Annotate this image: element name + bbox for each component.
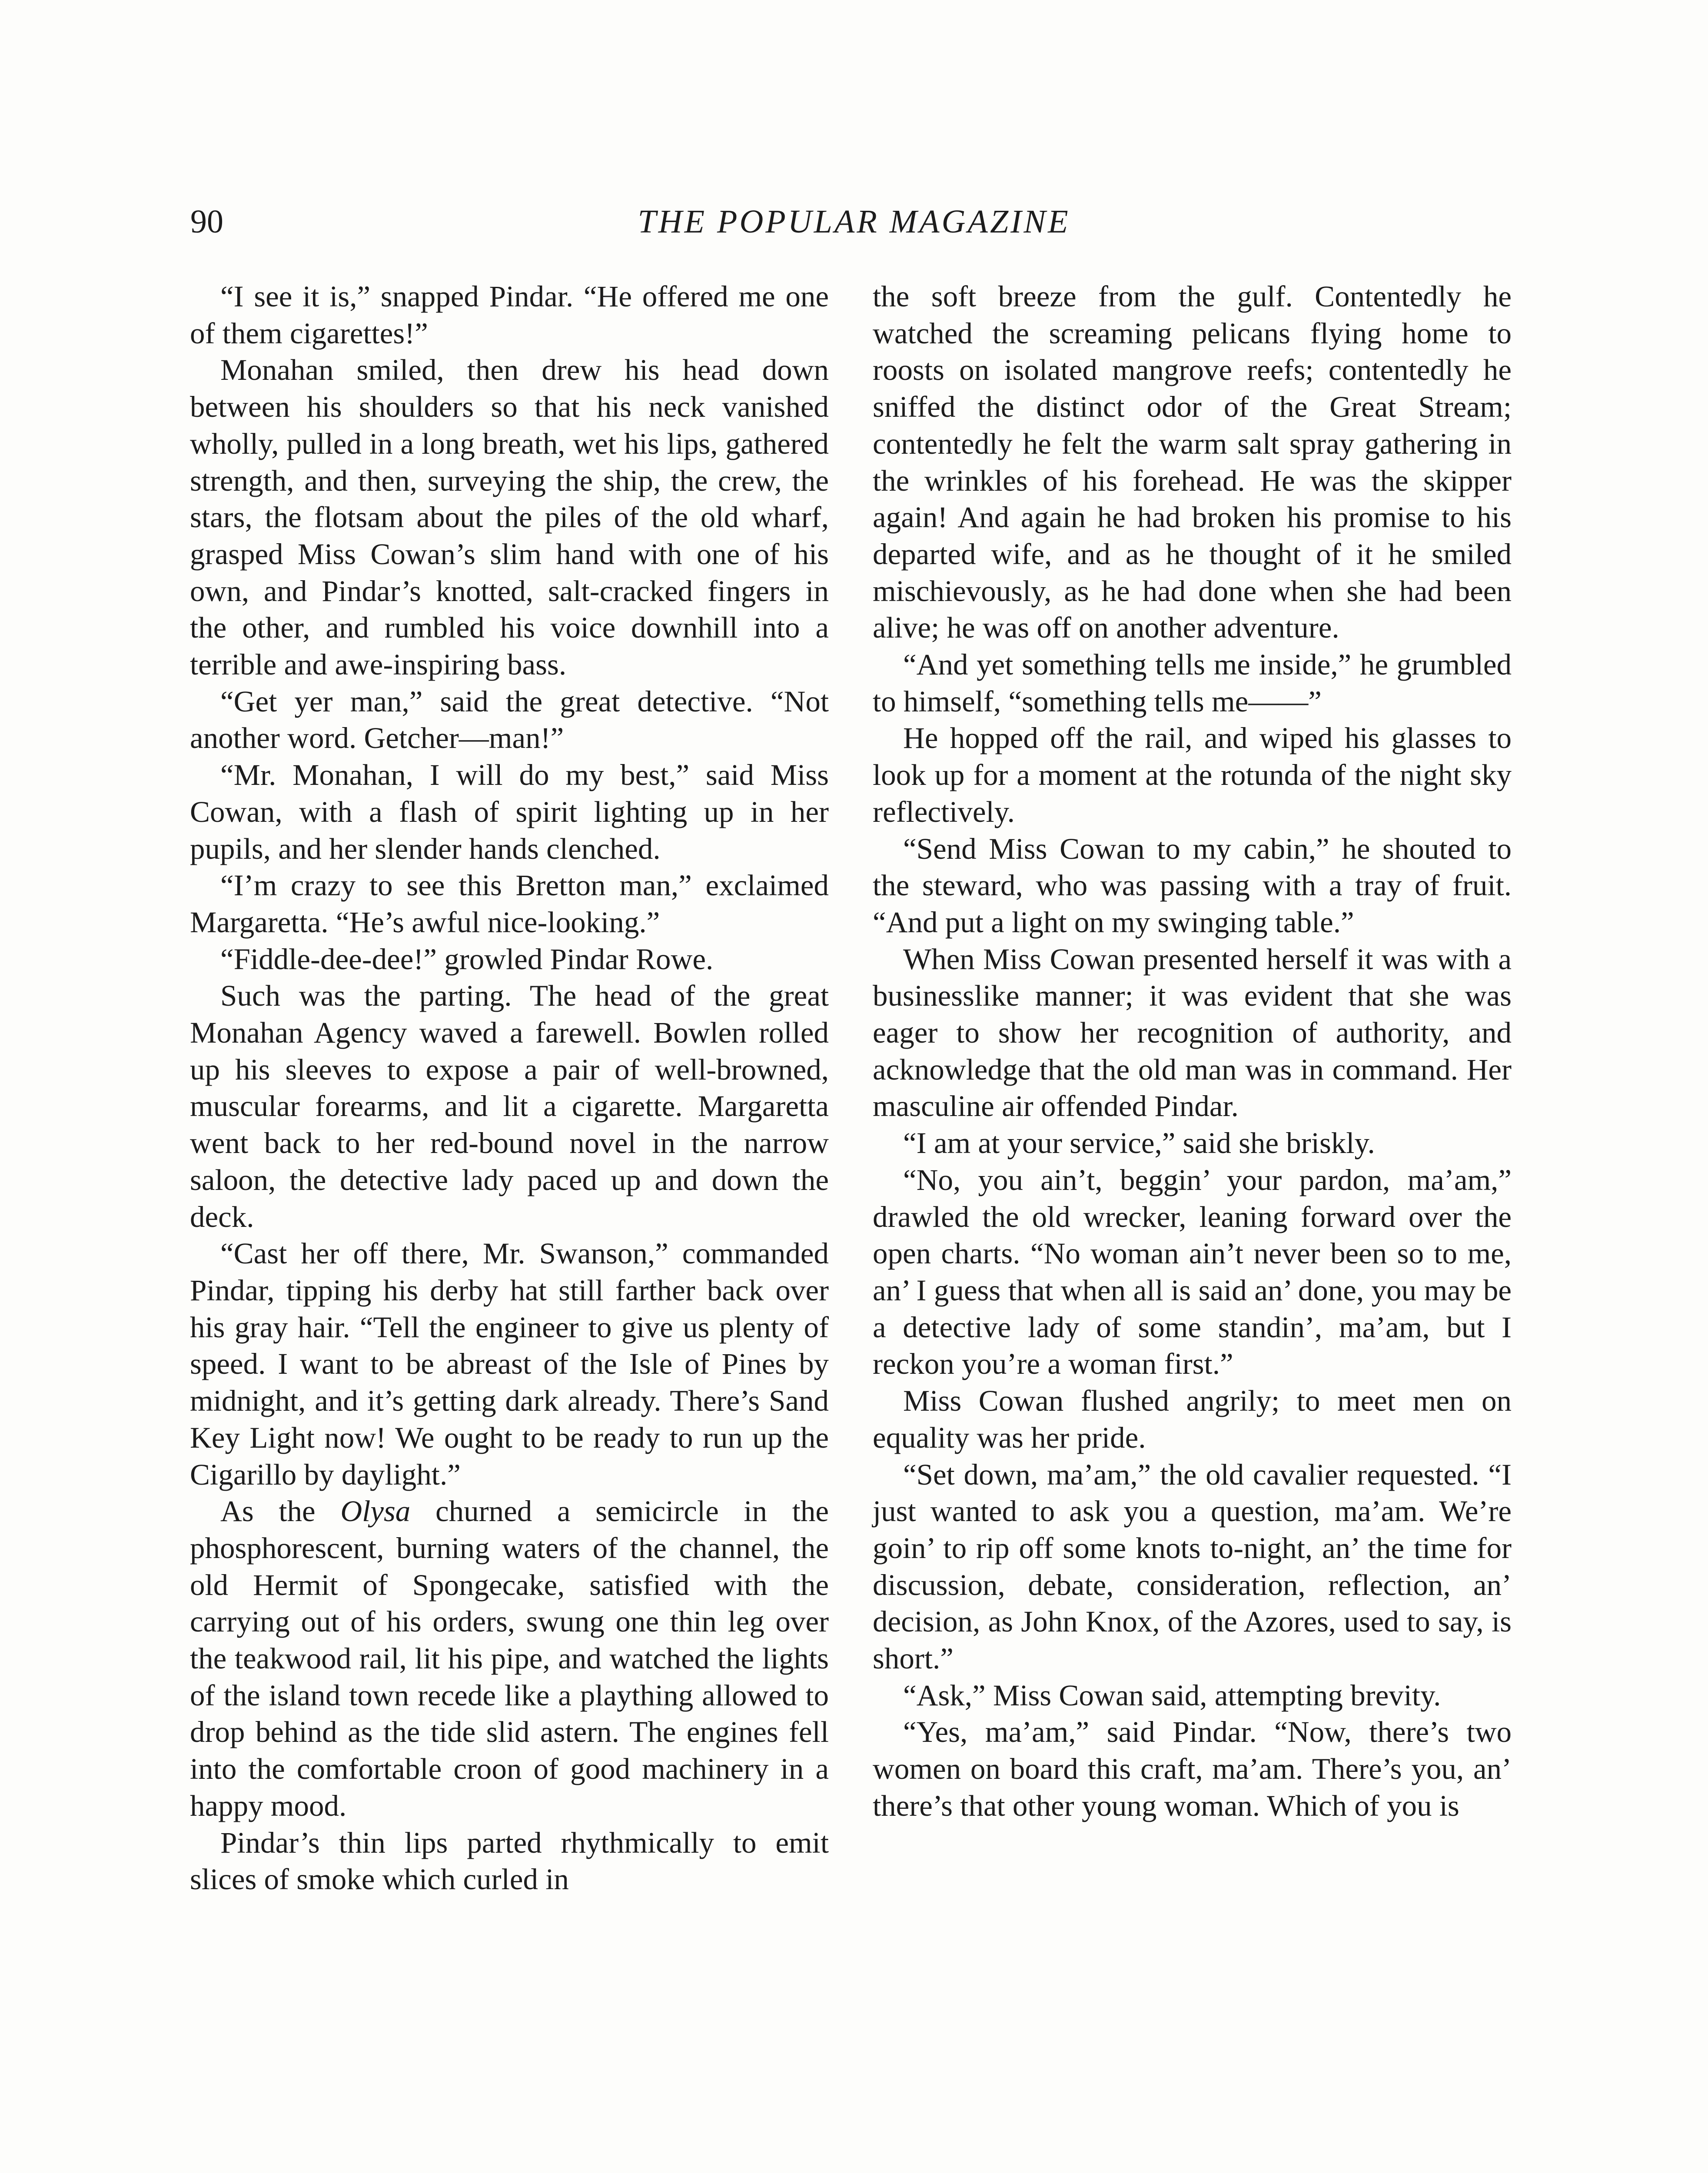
paragraph: When Miss Cowan presented herself it was with a businesslike manner; it was evident that she was eager to show her recognition of authority, and acknowledge that the old man was in command. Her masculine air offended Pindar. (873, 942, 1512, 1123)
paragraph: “Yes, ma’am,” said Pindar. “Now, there’s two women on board this craft, ma’am. There’s you, an’ there’s that other young woman. Which of you is (873, 1715, 1512, 1822)
paragraph: “Set down, ma’am,” the old cavalier requested. “I just wanted to ask you a question, ma’am. We’re goin’ to rip off some knots to-night, an’ the time for discussion, debate, consideration, reflection, an’ decision, as John Knox, of the Azores, used to say, is short.” (873, 1458, 1512, 1675)
paragraph-text: As the (220, 1495, 341, 1528)
paragraph: Pindar’s thin lips parted rhythmically to emit slices of smoke which curled in (190, 1826, 829, 1896)
paragraph: “No, you ain’t, beggin’ your pardon, ma’am,” drawled the old wrecker, leaning forward over the open charts. “No woman ain’t never been so to me, an’ I guess that when all is said an’ done, you may be a detective lady of some standin’, ma’am, but I reckon you’re a woman first.” (873, 1163, 1512, 1381)
paragraph (190, 1493, 829, 1824)
paragraph-text: churned a semicircle in the phosphorescent, burning waters of the channel, the old Hermit of Spongecake, satisfied with the carrying out of his orders, swung one thin leg over the teakwood rail, lit his pipe, and watched the lights of the island town recede like a plaything allowed to drop behind as the tide slid astern. The engines fell into the comfortable croon of good machinery in a happy mood. (190, 1495, 829, 1822)
page-number: 90 (190, 203, 223, 240)
running-title: THE POPULAR MAGAZINE (638, 203, 1070, 240)
paragraph: Such was the parting. The head of the great Monahan Agency waved a farewell. Bowlen rolled up his sleeves to expose a pair of well-browned, muscular forearms, and lit a cigarette. Margaretta went back to her red-bound novel in the narrow saloon, the detective lady paced up and down the deck. (190, 979, 829, 1233)
paragraph: Miss Cowan flushed angrily; to meet men on equality was her pride. (873, 1384, 1512, 1454)
paragraph: He hopped off the rail, and wiped his glasses to look up for a moment at the rotunda of the night sky reflectively. (873, 721, 1512, 828)
paragraph: “Send Miss Cowan to my cabin,” he shouted to the steward, who was passing with a tray of fruit. “And put a light on my swinging table.” (873, 832, 1512, 939)
ship-name: Olysa (340, 1495, 411, 1528)
paragraph: “Get yer man,” said the great detective. “Not another word. Getcher—man!” (190, 684, 829, 755)
paragraph: “Mr. Monahan, I will do my best,” said Miss Cowan, with a flash of spirit lighting up in her pupils, and her slender hands clenched. (190, 758, 829, 865)
paragraph: Monahan smiled, then drew his head down between his shoulders so that his neck vanished wholly, pulled in a long breath, wet his lips, gathered strength, and then, surveying the ship, the crew, the stars, the flotsam about the piles of the old wharf, grasped Miss Cowan’s slim hand with one of his own, and Pindar’s knotted, salt-cracked fingers in the other, and rumbled his voice downhill into a terrible and awe-inspiring bass. (190, 353, 829, 681)
paragraph: “Ask,” Miss Cowan said, attempting brevity. (903, 1678, 1441, 1712)
right-column (873, 278, 1512, 1824)
paragraph: “Cast her off there, Mr. Swanson,” commanded Pindar, tipping his derby hat still farther back over his gray hair. “Tell the engineer to give us plenty of speed. I want to be abreast of the Isle of Pines by midnight, and it’s getting dark already. There’s Sand Key Light now! We ought to be ready to run up the Cigarillo by daylight.” (190, 1237, 829, 1491)
paragraph: “I am at your service,” said she briskly. (903, 1126, 1375, 1160)
paragraph: “Fiddle-dee-dee!” growled Pindar Rowe. (220, 942, 714, 976)
paragraph: “And yet something tells me inside,” he grumbled to himself, “something tells me——” (873, 648, 1512, 718)
paragraph: “I’m crazy to see this Bretton man,” exclaimed Margaretta. “He’s awful nice-looking.” (190, 869, 829, 939)
left-column (190, 278, 829, 1898)
paragraph: the soft breeze from the gulf. Contentedly he watched the screaming pelicans flying home to roosts on isolated mangrove reefs; contentedly he sniffed the distinct odor of the Great Stream; contentedly he felt the warm salt spray gathering in the wrinkles of his forehead. He was the skipper again! And again he had broken his promise to his departed wife, and as he thought of it he smiled mischievously, as he had done when she had been alive; he was off on another adventure. (873, 280, 1512, 645)
paragraph: “I see it is,” snapped Pindar. “He offered me one of them cigarettes!” (190, 280, 829, 350)
